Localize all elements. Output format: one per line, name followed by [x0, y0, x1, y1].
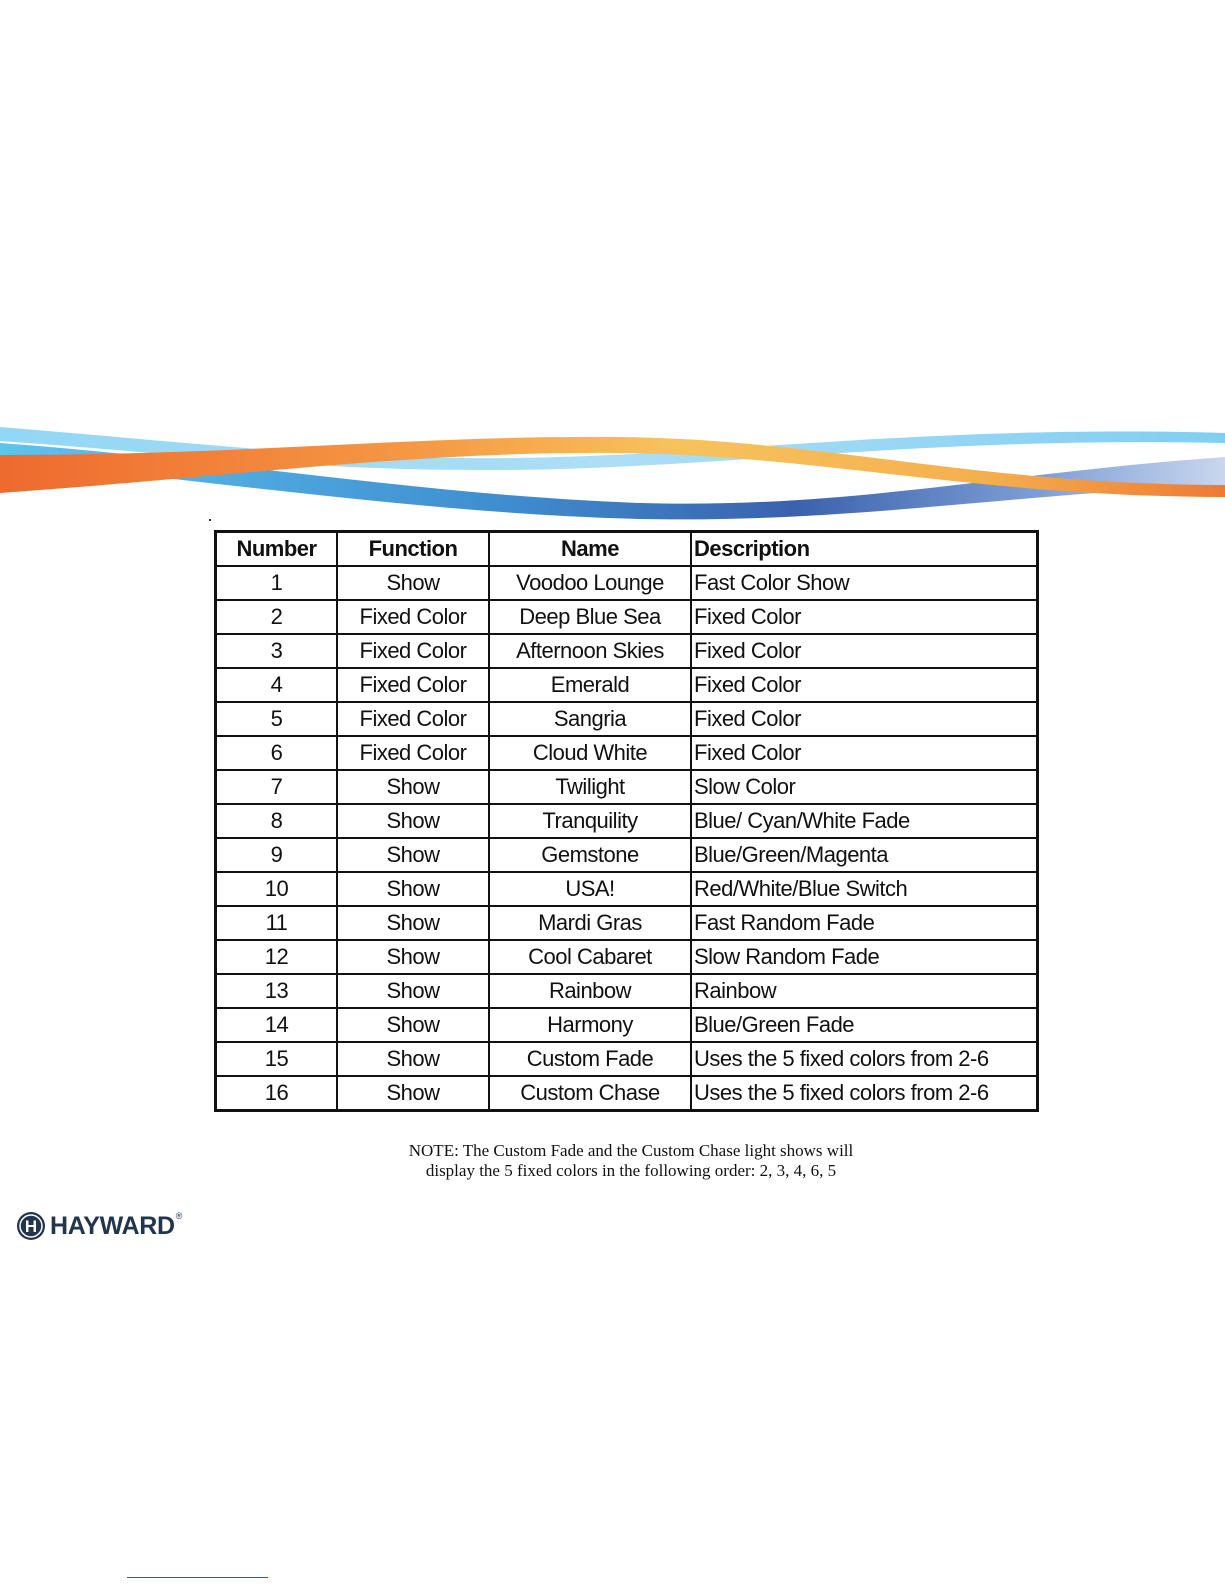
cell-name: Gemstone [489, 838, 691, 872]
cell-name: Emerald [489, 668, 691, 702]
cell-function: Show [337, 1008, 489, 1042]
cell-name: Deep Blue Sea [489, 600, 691, 634]
table-row [216, 770, 1038, 804]
logo-wordmark: HAYWARD [50, 1212, 175, 1240]
registered-mark: ® [175, 1211, 183, 1221]
cell-function: Show [337, 940, 489, 974]
header-function: Function [337, 532, 489, 567]
cell-function: Fixed Color [337, 702, 489, 736]
table-row [216, 1076, 1038, 1111]
cell-name: Rainbow [489, 974, 691, 1008]
cell-description: Fixed Color [691, 634, 1038, 668]
cell-description: Rainbow [691, 974, 1038, 1008]
hayward-logo [16, 1211, 182, 1241]
cell-name: Custom Chase [489, 1076, 691, 1111]
wave-banner [0, 415, 1225, 525]
table-row [216, 940, 1038, 974]
cell-description: Fast Random Fade [691, 906, 1038, 940]
cell-function: Fixed Color [337, 634, 489, 668]
cell-description: Fixed Color [691, 736, 1038, 770]
cell-description: Uses the 5 fixed colors from 2-6 [691, 1076, 1038, 1111]
note-line-1: NOTE: The Custom Fade and the Custom Chase light shows will [408, 1141, 854, 1160]
cell-description: Fixed Color [691, 668, 1038, 702]
cell-number: 15 [216, 1042, 338, 1076]
cell-number: 8 [216, 804, 338, 838]
table-row [216, 600, 1038, 634]
cell-name: Afternoon Skies [489, 634, 691, 668]
cell-number: 4 [216, 668, 338, 702]
cell-number: 7 [216, 770, 338, 804]
header-number: Number [216, 532, 338, 567]
cell-name: Custom Fade [489, 1042, 691, 1076]
table-row [216, 838, 1038, 872]
table-header-row [216, 532, 1038, 567]
cell-name: USA! [489, 872, 691, 906]
cell-description: Uses the 5 fixed colors from 2-6 [691, 1042, 1038, 1076]
cell-number: 11 [216, 906, 338, 940]
hayward-h-icon [16, 1211, 46, 1241]
table-row [216, 1042, 1038, 1076]
table-body [216, 566, 1038, 1111]
cell-function: Fixed Color [337, 736, 489, 770]
table-row [216, 872, 1038, 906]
cell-function: Show [337, 566, 489, 600]
cell-function: Show [337, 804, 489, 838]
cell-name: Voodoo Lounge [489, 566, 691, 600]
table-row [216, 1008, 1038, 1042]
cell-description: Slow Random Fade [691, 940, 1038, 974]
header-description: Description [691, 532, 1038, 567]
cell-description: Blue/Green/Magenta [691, 838, 1038, 872]
cell-number: 9 [216, 838, 338, 872]
footer-link-underline [127, 1577, 268, 1578]
table-row [216, 906, 1038, 940]
svg-text:H: H [24, 1217, 38, 1236]
cell-description: Fixed Color [691, 600, 1038, 634]
cell-function: Fixed Color [337, 600, 489, 634]
light-show-table [214, 530, 1039, 1112]
table-row [216, 566, 1038, 600]
cell-description: Fixed Color [691, 702, 1038, 736]
cell-number: 12 [216, 940, 338, 974]
stray-dot [209, 519, 211, 521]
table-row [216, 634, 1038, 668]
cell-name: Harmony [489, 1008, 691, 1042]
cell-number: 13 [216, 974, 338, 1008]
table-row [216, 804, 1038, 838]
cell-function: Show [337, 872, 489, 906]
table-row [216, 974, 1038, 1008]
cell-function: Show [337, 1076, 489, 1111]
cell-number: 3 [216, 634, 338, 668]
cell-name: Cloud White [489, 736, 691, 770]
cell-function: Show [337, 770, 489, 804]
table-row [216, 702, 1038, 736]
cell-function: Show [337, 906, 489, 940]
cell-description: Blue/Green Fade [691, 1008, 1038, 1042]
header-name: Name [489, 532, 691, 567]
cell-name: Twilight [489, 770, 691, 804]
cell-name: Sangria [489, 702, 691, 736]
cell-function: Show [337, 1042, 489, 1076]
cell-description: Blue/ Cyan/White Fade [691, 804, 1038, 838]
cell-description: Red/White/Blue Switch [691, 872, 1038, 906]
cell-function: Show [337, 838, 489, 872]
table-note [214, 1141, 1048, 1181]
note-line-2: display the 5 fixed colors in the following order: 2, 3, 4, 6, 5 [425, 1161, 837, 1180]
cell-number: 6 [216, 736, 338, 770]
cell-name: Tranquility [489, 804, 691, 838]
cell-name: Mardi Gras [489, 906, 691, 940]
cell-function: Fixed Color [337, 668, 489, 702]
cell-number: 10 [216, 872, 338, 906]
light-show-table-container [214, 530, 1039, 1112]
cell-name: Cool Cabaret [489, 940, 691, 974]
cell-number: 16 [216, 1076, 338, 1111]
cell-function: Show [337, 974, 489, 1008]
cell-number: 5 [216, 702, 338, 736]
table-row [216, 736, 1038, 770]
cell-number: 14 [216, 1008, 338, 1042]
table-row [216, 668, 1038, 702]
cell-number: 1 [216, 566, 338, 600]
cell-number: 2 [216, 600, 338, 634]
cell-description: Slow Color [691, 770, 1038, 804]
cell-description: Fast Color Show [691, 566, 1038, 600]
